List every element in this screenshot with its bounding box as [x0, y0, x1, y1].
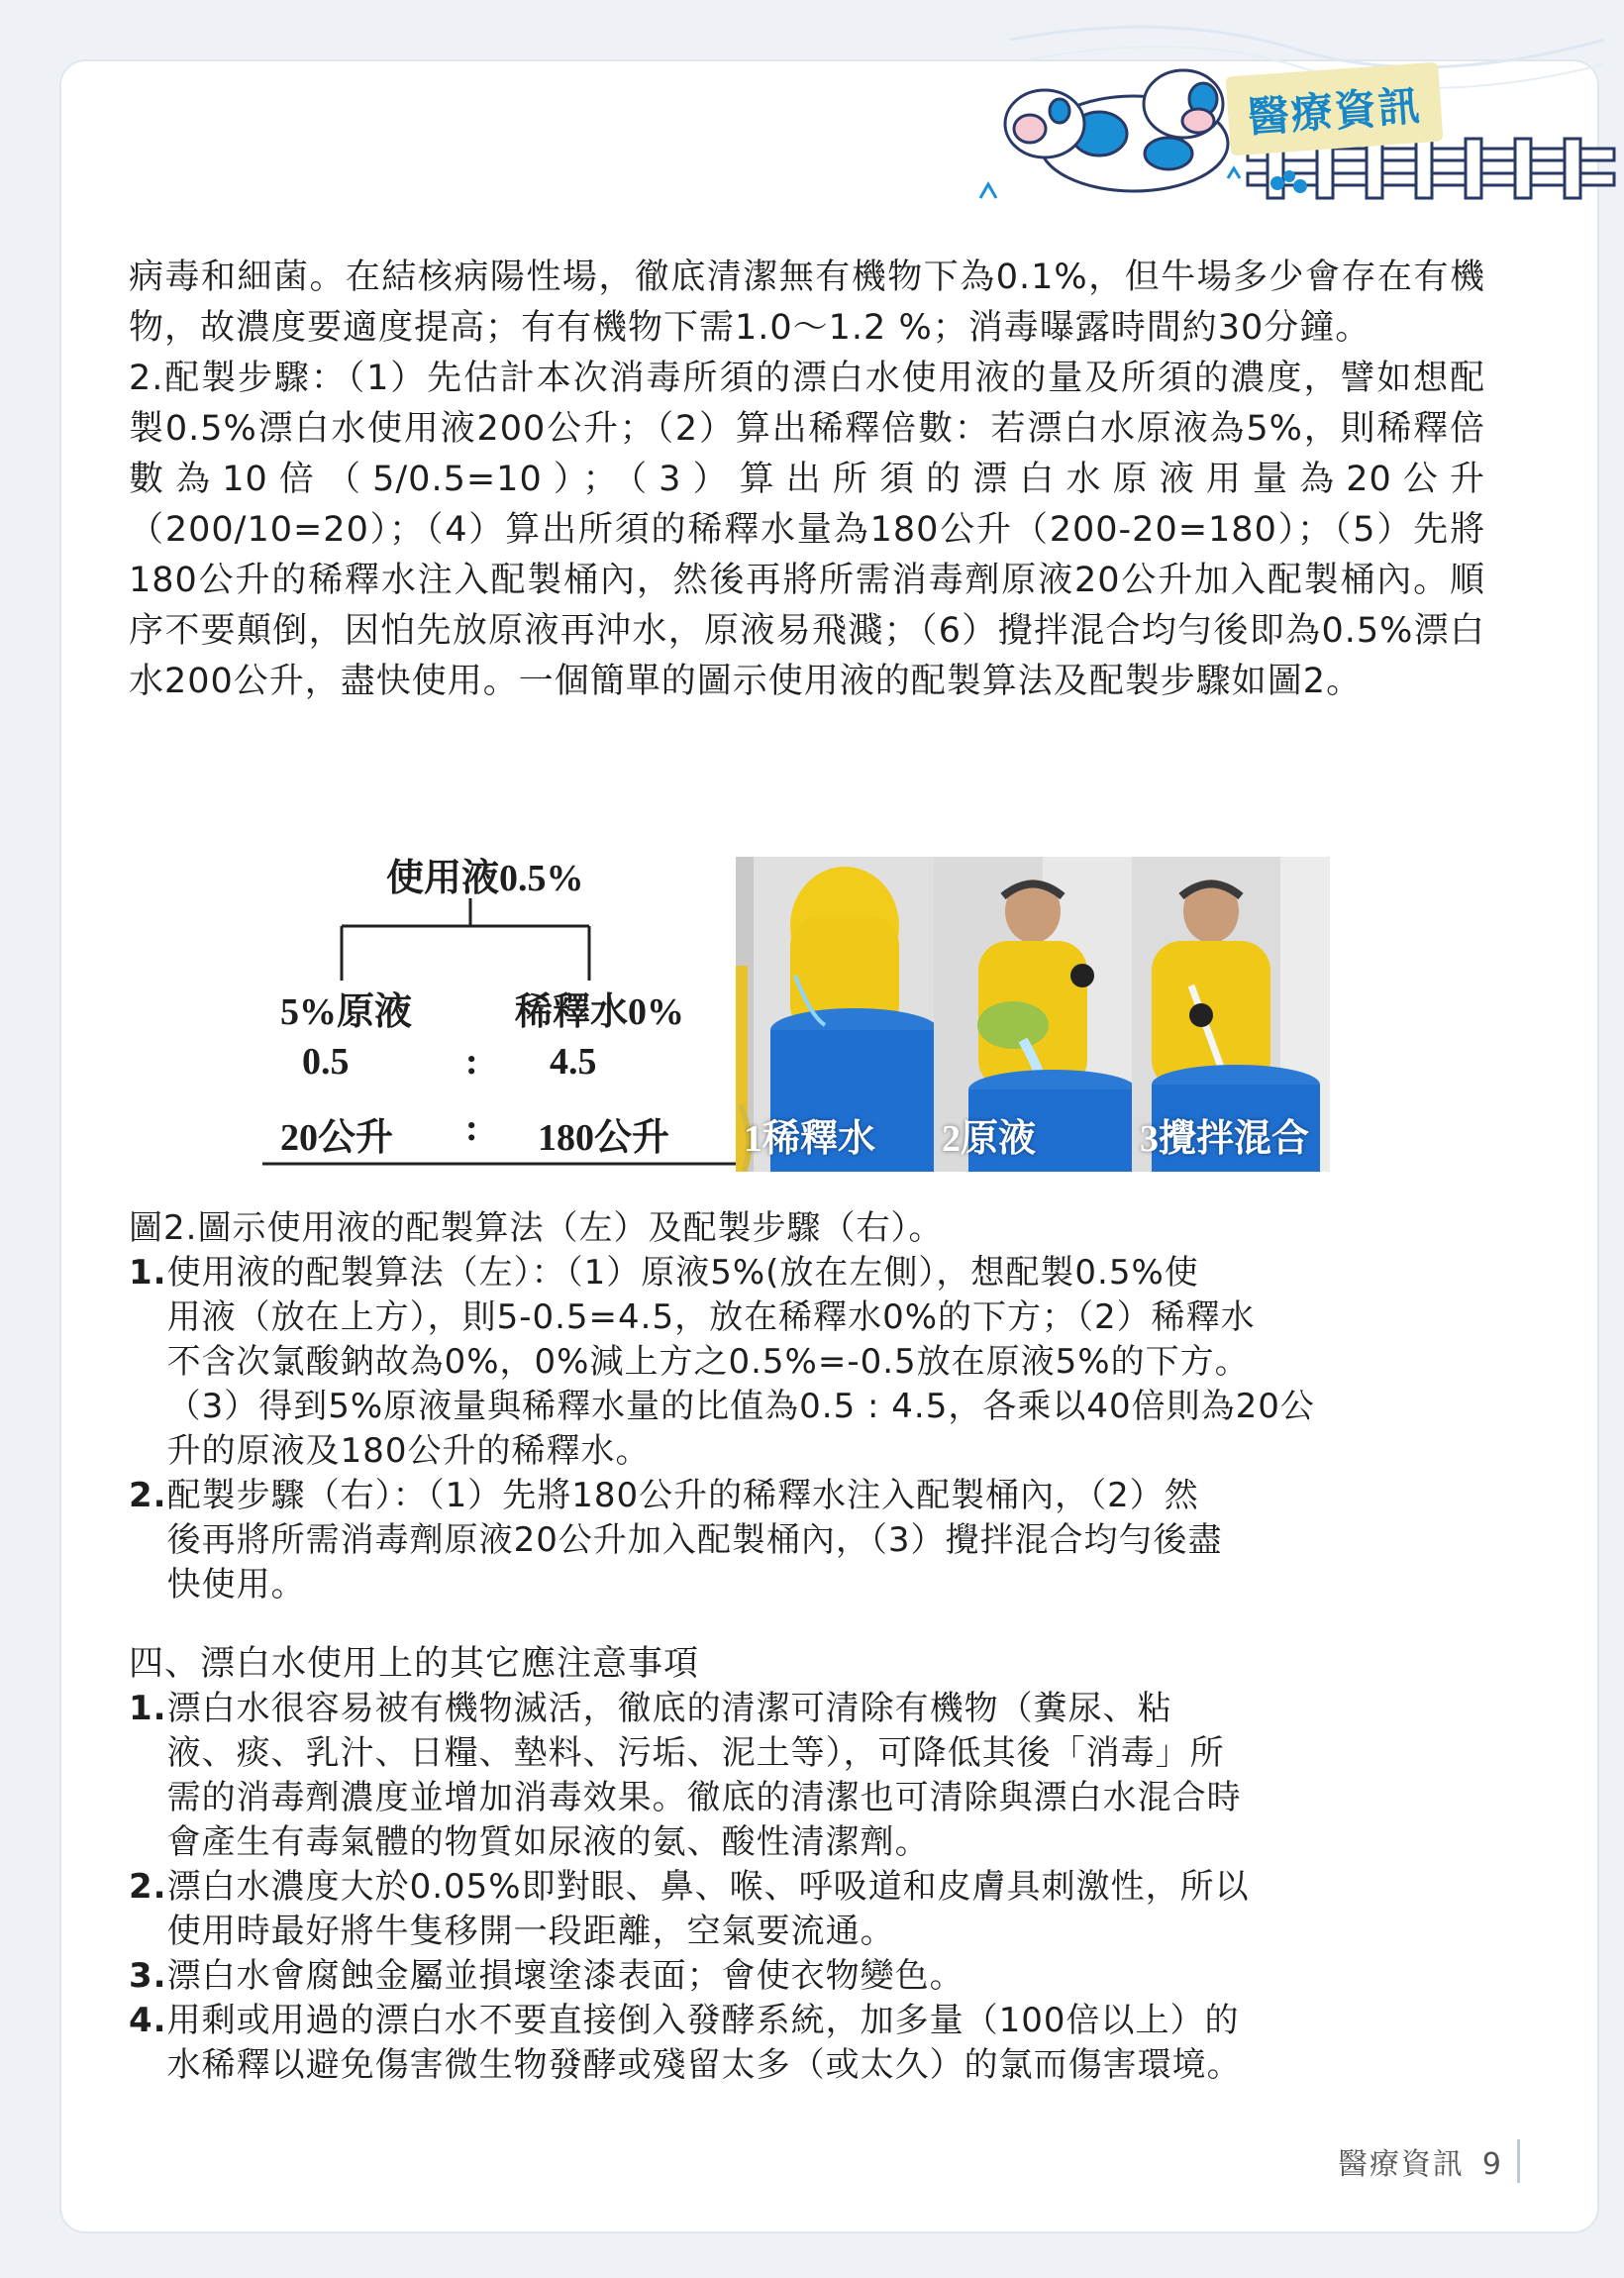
section-4-item-1-line: 需的消毒劑濃度並增加消毒效果。徹底的清潔也可清除與漂白水混合時	[166, 1778, 1242, 1817]
section-4-item-1-line: 漂白水很容易被有機物滅活，徹底的清潔可清除有機物（糞尿、粘	[166, 1689, 1172, 1728]
section-4-item-2-line: 漂白水濃度大於0.05%即對眼、鼻、喉、呼吸道和皮膚具刺激性，所以	[166, 1867, 1250, 1907]
paragraph-steps: 2.配製步驟：（1）先估計本次消毒所須的漂白水使用液的量及所須的濃度，譬如想配製0.5%漂白水使用液200公升；（2）算出稀釋倍數：若漂白水原液為5%，則稀釋倍數為10倍（5/0.5=10）；（3）算出所須的漂白水原液用量為20公升（200/10=20）；（4）算出所須的稀釋水量為180公升（200-20=180）；（5）先將180公升的稀釋水注入配製桶內，然後再將所需消毒劑原液20公升加入配製桶內。順序不要顛倒，因怕先放原液再沖水，原液易飛濺；（6）攪拌混合均勻後即為0.5%漂白水200公升，盡快使用。一個簡單的圖示使用液的配製算法及配製步驟如圖2。	[129, 359, 1485, 701]
caption-item-2-line: 快使用。	[166, 1565, 306, 1605]
caption-item-1-line: 使用液的配製算法（左）：（1）原液5%(放在左側），想配製0.5%使	[166, 1253, 1199, 1293]
section-4-item-3-line: 漂白水會腐蝕金屬並損壞塗漆表面；會使衣物變色。	[166, 1956, 964, 1996]
caption-item-1	[129, 1251, 1485, 1474]
section-4-item-1	[129, 1687, 1485, 1865]
formula-ratio-right: 4.5	[550, 1041, 597, 1083]
caption-item-1-number: 1.	[129, 1253, 167, 1293]
photo-step-2	[934, 857, 1132, 1172]
formula-amount-left: 20公升	[280, 1117, 394, 1159]
photo-step-2-label: 2原液	[942, 1118, 1037, 1160]
paragraph-intro: 病毒和細菌。在結核病陽性場，徹底清潔無有機物下為0.1%，但牛場多少會存在有機物，故濃度要適度提高；有有機物下需1.0～1.2 %；消毒曝露時間約30分鐘。	[129, 258, 1485, 348]
caption-item-1-line: 不含次氯酸鈉故為0%，0%減上方之0.5%=-0.5放在原液5%的下方。	[166, 1342, 1250, 1382]
dilution-formula	[262, 847, 738, 1174]
photo-step-3	[1132, 857, 1330, 1172]
figure-2	[262, 847, 1332, 1174]
section-4	[129, 1642, 1485, 2088]
section-4-item-1-line: 液、痰、乳汁、日糧、墊料、污垢、泥土等），可降低其後「消毒」所	[166, 1733, 1225, 1773]
body-text	[129, 253, 1485, 707]
section-4-item-4-number: 4.	[129, 2001, 167, 2040]
section-4-item-1-line: 會產生有毒氣體的物質如尿液的氨、酸性清潔劑。	[166, 1822, 930, 1862]
section-4-item-2-number: 2.	[129, 1867, 167, 1907]
caption-item-2-line: 後再將所需消毒劑原液20公升加入配製桶內，（3）攪拌混合均勻後盡	[166, 1520, 1223, 1560]
photo-step-1-label: 1稀釋水	[744, 1118, 876, 1160]
section-4-item-3	[129, 1954, 1485, 1999]
photo-step-3-label: 3攪拌混合	[1140, 1118, 1310, 1160]
formula-colon-2: :	[465, 1107, 478, 1149]
section-4-heading: 四、漂白水使用上的其它應注意事項	[129, 1644, 700, 1684]
section-4-item-2	[129, 1865, 1485, 1954]
caption-title: 圖2.圖示使用液的配製算法（左）及配製步驟（右）。	[129, 1208, 944, 1248]
section-4-item-4-line: 水稀釋以避免傷害微生物發酵或殘留太多（或太久）的氯而傷害環境。	[166, 2045, 1242, 2085]
section-4-item-2-line: 使用時最好將牛隻移開一段距離，空氣要流通。	[166, 1912, 895, 1951]
formula-colon: :	[465, 1041, 478, 1083]
formula-right-label: 稀釋水0%	[515, 991, 685, 1033]
formula-ratio-left: 0.5	[302, 1041, 350, 1083]
section-4-item-4	[129, 1999, 1485, 2088]
figure-caption	[129, 1206, 1485, 1607]
caption-item-2	[129, 1474, 1485, 1607]
page-number: 9	[1481, 2147, 1503, 2182]
footer-section-name: 醫療資訊	[1337, 2147, 1465, 2182]
section-4-item-3-number: 3.	[129, 1956, 167, 1996]
caption-item-1-line: （3）得到5%原液量與稀釋水量的比值為0.5 : 4.5，各乘以40倍則為20公	[166, 1387, 1315, 1426]
section-4-item-4-line: 用剩或用過的漂白水不要直接倒入發酵系統，加多量（100倍以上）的	[166, 2001, 1240, 2040]
caption-item-2-line: 配製步驟（右）：（1）先將180公升的稀釋水注入配製桶內，（2）然	[166, 1476, 1199, 1515]
photo-step-1	[736, 857, 934, 1172]
page-footer	[1338, 2139, 1520, 2183]
caption-item-1-line: 升的原液及180公升的稀釋水。	[166, 1431, 651, 1471]
formula-top-label: 使用液0.5%	[386, 858, 584, 899]
formula-left-label: 5%原液	[280, 991, 413, 1033]
formula-amount-right: 180公升	[538, 1117, 670, 1159]
section-4-item-1-number: 1.	[129, 1689, 167, 1728]
section-tag: 醫療資訊	[1225, 62, 1443, 156]
preparation-photos	[736, 857, 1330, 1172]
caption-item-1-line: 用液（放在上方），則5-0.5=4.5，放在稀釋水0%的下方；（2）稀釋水	[166, 1297, 1256, 1337]
caption-item-2-number: 2.	[129, 1476, 167, 1515]
